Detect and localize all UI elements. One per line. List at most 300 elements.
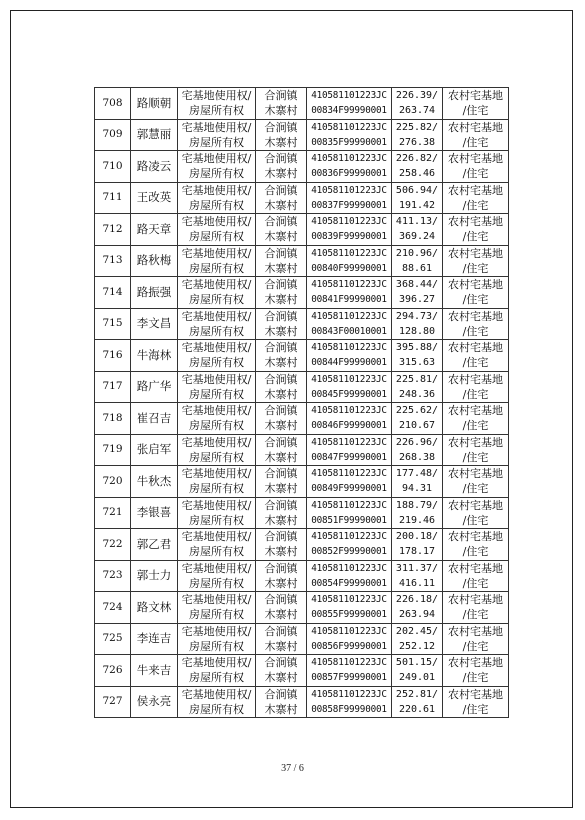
location-cell <box>256 623 307 655</box>
right-type-line: 宅基地使用权/ <box>181 372 252 386</box>
record-number-cell: 727 <box>95 686 131 718</box>
area-line: 178.17 <box>398 546 436 558</box>
parcel-code-line: 410581101223JC <box>311 562 387 574</box>
document-page <box>10 10 573 808</box>
area-cell <box>392 88 443 120</box>
location-cell <box>256 560 307 592</box>
land-use-cell <box>443 245 509 277</box>
area-line: 200.18/ <box>395 531 439 543</box>
area-line: 263.94 <box>398 609 436 621</box>
land-use-cell <box>443 119 509 151</box>
area-cell <box>392 592 443 624</box>
record-number-cell: 711 <box>95 182 131 214</box>
land-use-line: 农村宅基地 <box>448 89 503 103</box>
parcel-code-line: 00844F99990001 <box>311 357 387 369</box>
land-use-line: 农村宅基地 <box>448 561 503 575</box>
location-line: 合涧镇 <box>264 530 298 544</box>
parcel-code-line: 410581101223JC <box>311 373 387 385</box>
right-type-line: 房屋所有权 <box>189 513 244 527</box>
area-line: 188.79/ <box>395 499 439 511</box>
location-line: 合涧镇 <box>264 404 298 418</box>
location-line: 木寨村 <box>264 356 298 370</box>
right-type-line: 宅基地使用权/ <box>181 183 252 197</box>
area-line: 368.44/ <box>395 279 439 291</box>
land-use-line: 农村宅基地 <box>448 309 503 323</box>
area-line: 225.62/ <box>395 405 439 417</box>
land-use-line: 农村宅基地 <box>448 656 503 670</box>
right-type-line: 宅基地使用权/ <box>181 656 252 670</box>
right-type-line: 宅基地使用权/ <box>181 278 252 292</box>
location-line: 木寨村 <box>264 167 298 181</box>
record-number-cell: 725 <box>95 623 131 655</box>
location-line: 木寨村 <box>264 135 298 149</box>
land-use-line: /住宅 <box>462 324 489 338</box>
location-line: 合涧镇 <box>264 183 298 197</box>
parcel-code-cell <box>307 371 392 403</box>
land-use-cell <box>443 497 509 529</box>
area-cell <box>392 245 443 277</box>
area-line: 396.27 <box>398 294 436 306</box>
land-use-line: 农村宅基地 <box>448 530 503 544</box>
parcel-code-cell <box>307 277 392 309</box>
parcel-code-line: 00837F99990001 <box>311 199 387 211</box>
area-cell <box>392 151 443 183</box>
land-use-cell <box>443 151 509 183</box>
right-type-cell <box>178 214 256 246</box>
right-type-cell <box>178 592 256 624</box>
area-line: 219.46 <box>398 514 436 526</box>
location-line: 木寨村 <box>264 198 298 212</box>
land-use-line: /住宅 <box>462 293 489 307</box>
location-line: 木寨村 <box>264 482 298 496</box>
area-cell <box>392 655 443 687</box>
area-line: 191.42 <box>398 199 436 211</box>
area-line: 248.36 <box>398 388 436 400</box>
parcel-code-line: 00847F99990001 <box>311 451 387 463</box>
right-type-line: 房屋所有权 <box>189 639 244 653</box>
right-type-line: 宅基地使用权/ <box>181 309 252 323</box>
record-number-cell: 718 <box>95 403 131 435</box>
parcel-code-line: 410581101223JC <box>311 247 387 259</box>
area-line: 252.12 <box>398 640 436 652</box>
area-line: 506.94/ <box>395 184 439 196</box>
right-type-line: 房屋所有权 <box>189 608 244 622</box>
location-cell <box>256 497 307 529</box>
land-use-cell <box>443 340 509 372</box>
location-line: 木寨村 <box>264 419 298 433</box>
parcel-code-cell <box>307 655 392 687</box>
right-type-cell <box>178 277 256 309</box>
location-cell <box>256 277 307 309</box>
parcel-code-line: 410581101223JC <box>311 688 387 700</box>
right-type-cell <box>178 686 256 718</box>
owner-name-cell: 李银喜 <box>131 497 178 529</box>
parcel-code-cell <box>307 151 392 183</box>
table-row <box>95 245 509 277</box>
parcel-code-line: 410581101223JC <box>311 468 387 480</box>
right-type-line: 房屋所有权 <box>189 387 244 401</box>
record-number-cell: 719 <box>95 434 131 466</box>
area-cell <box>392 277 443 309</box>
land-use-line: 农村宅基地 <box>448 152 503 166</box>
record-number-cell: 708 <box>95 88 131 120</box>
location-line: 合涧镇 <box>264 278 298 292</box>
parcel-code-cell <box>307 403 392 435</box>
right-type-cell <box>178 119 256 151</box>
land-use-cell <box>443 182 509 214</box>
area-line: 395.88/ <box>395 342 439 354</box>
land-use-cell <box>443 214 509 246</box>
area-line: 276.38 <box>398 136 436 148</box>
land-use-cell <box>443 655 509 687</box>
right-type-line: 房屋所有权 <box>189 104 244 118</box>
right-type-line: 宅基地使用权/ <box>181 341 252 355</box>
record-number-cell: 716 <box>95 340 131 372</box>
parcel-code-line: 00849F99990001 <box>311 483 387 495</box>
land-use-line: /住宅 <box>462 261 489 275</box>
land-use-line: /住宅 <box>462 230 489 244</box>
parcel-code-line: 410581101223JC <box>311 405 387 417</box>
location-line: 木寨村 <box>264 639 298 653</box>
right-type-cell <box>178 340 256 372</box>
area-line: 311.37/ <box>395 562 439 574</box>
location-line: 合涧镇 <box>264 120 298 134</box>
location-line: 合涧镇 <box>264 687 298 701</box>
location-line: 木寨村 <box>264 450 298 464</box>
records-table-body <box>95 88 509 718</box>
location-line: 木寨村 <box>264 545 298 559</box>
parcel-code-line: 410581101223JC <box>311 121 387 133</box>
area-line: 210.96/ <box>395 247 439 259</box>
right-type-cell <box>178 151 256 183</box>
right-type-line: 房屋所有权 <box>189 230 244 244</box>
record-number-cell: 723 <box>95 560 131 592</box>
table-row <box>95 340 509 372</box>
parcel-code-cell <box>307 434 392 466</box>
owner-name-cell: 郭慧丽 <box>131 119 178 151</box>
table-row <box>95 277 509 309</box>
record-number-cell: 709 <box>95 119 131 151</box>
location-line: 合涧镇 <box>264 593 298 607</box>
land-use-line: /住宅 <box>462 450 489 464</box>
location-line: 木寨村 <box>264 293 298 307</box>
parcel-code-line: 00858F99990001 <box>311 703 387 715</box>
land-use-line: 农村宅基地 <box>448 435 503 449</box>
area-line: 416.11 <box>398 577 436 589</box>
owner-name-cell: 李文昌 <box>131 308 178 340</box>
owner-name-cell: 侯永亮 <box>131 686 178 718</box>
location-line: 木寨村 <box>264 230 298 244</box>
right-type-cell <box>178 560 256 592</box>
right-type-line: 宅基地使用权/ <box>181 435 252 449</box>
table-row <box>95 214 509 246</box>
location-cell <box>256 403 307 435</box>
area-line: 226.39/ <box>395 90 439 102</box>
land-use-line: 农村宅基地 <box>448 278 503 292</box>
parcel-code-line: 410581101223JC <box>311 90 387 102</box>
records-table <box>94 87 509 718</box>
area-line: 263.74 <box>398 105 436 117</box>
location-line: 木寨村 <box>264 387 298 401</box>
parcel-code-line: 00836F99990001 <box>311 168 387 180</box>
table-row <box>95 560 509 592</box>
location-cell <box>256 340 307 372</box>
record-number-cell: 715 <box>95 308 131 340</box>
area-line: 220.61 <box>398 703 436 715</box>
land-use-line: /住宅 <box>462 513 489 527</box>
parcel-code-line: 410581101223JC <box>311 625 387 637</box>
parcel-code-line: 410581101223JC <box>311 657 387 669</box>
parcel-code-line: 00851F99990001 <box>311 514 387 526</box>
parcel-code-line: 410581101223JC <box>311 594 387 606</box>
area-line: 249.01 <box>398 672 436 684</box>
area-cell <box>392 529 443 561</box>
area-line: 202.45/ <box>395 625 439 637</box>
table-row <box>95 434 509 466</box>
land-use-line: /住宅 <box>462 482 489 496</box>
land-use-cell <box>443 277 509 309</box>
area-cell <box>392 119 443 151</box>
right-type-line: 宅基地使用权/ <box>181 467 252 481</box>
table-row <box>95 497 509 529</box>
table-row <box>95 592 509 624</box>
parcel-code-cell <box>307 88 392 120</box>
record-number-cell: 721 <box>95 497 131 529</box>
right-type-line: 房屋所有权 <box>189 482 244 496</box>
land-use-line: /住宅 <box>462 639 489 653</box>
record-number-cell: 726 <box>95 655 131 687</box>
land-use-line: 农村宅基地 <box>448 341 503 355</box>
parcel-code-line: 410581101223JC <box>311 279 387 291</box>
location-line: 合涧镇 <box>264 467 298 481</box>
land-use-line: /住宅 <box>462 167 489 181</box>
location-line: 木寨村 <box>264 576 298 590</box>
location-line: 合涧镇 <box>264 435 298 449</box>
parcel-code-line: 00857F99990001 <box>311 672 387 684</box>
area-cell <box>392 466 443 498</box>
right-type-line: 宅基地使用权/ <box>181 120 252 134</box>
parcel-code-line: 00835F99990001 <box>311 136 387 148</box>
location-line: 合涧镇 <box>264 561 298 575</box>
location-cell <box>256 466 307 498</box>
area-line: 226.18/ <box>395 594 439 606</box>
land-use-cell <box>443 592 509 624</box>
right-type-line: 宅基地使用权/ <box>181 404 252 418</box>
owner-name-cell: 王改英 <box>131 182 178 214</box>
parcel-code-line: 410581101223JC <box>311 310 387 322</box>
parcel-code-line: 00845F99990001 <box>311 388 387 400</box>
owner-name-cell: 牛秋杰 <box>131 466 178 498</box>
right-type-cell <box>178 308 256 340</box>
land-use-cell <box>443 466 509 498</box>
right-type-line: 房屋所有权 <box>189 702 244 716</box>
right-type-line: 房屋所有权 <box>189 450 244 464</box>
area-cell <box>392 214 443 246</box>
location-line: 合涧镇 <box>264 89 298 103</box>
right-type-line: 房屋所有权 <box>189 167 244 181</box>
parcel-code-cell <box>307 497 392 529</box>
land-use-line: /住宅 <box>462 104 489 118</box>
right-type-line: 房屋所有权 <box>189 261 244 275</box>
area-line: 501.15/ <box>395 657 439 669</box>
land-use-line: 农村宅基地 <box>448 215 503 229</box>
parcel-code-line: 00852F99990001 <box>311 546 387 558</box>
record-number-cell: 710 <box>95 151 131 183</box>
land-use-line: /住宅 <box>462 419 489 433</box>
parcel-code-line: 00839F99990001 <box>311 231 387 243</box>
right-type-cell <box>178 623 256 655</box>
parcel-code-cell <box>307 214 392 246</box>
owner-name-cell: 郭士力 <box>131 560 178 592</box>
location-cell <box>256 214 307 246</box>
right-type-cell <box>178 529 256 561</box>
area-line: 225.82/ <box>395 121 439 133</box>
owner-name-cell: 路天章 <box>131 214 178 246</box>
area-line: 225.81/ <box>395 373 439 385</box>
table-row <box>95 151 509 183</box>
location-line: 木寨村 <box>264 513 298 527</box>
table-row <box>95 371 509 403</box>
location-line: 合涧镇 <box>264 309 298 323</box>
owner-name-cell: 路广华 <box>131 371 178 403</box>
right-type-line: 宅基地使用权/ <box>181 246 252 260</box>
right-type-line: 房屋所有权 <box>189 576 244 590</box>
location-cell <box>256 308 307 340</box>
area-cell <box>392 308 443 340</box>
area-cell <box>392 182 443 214</box>
location-cell <box>256 88 307 120</box>
right-type-line: 宅基地使用权/ <box>181 624 252 638</box>
area-cell <box>392 686 443 718</box>
right-type-line: 房屋所有权 <box>189 324 244 338</box>
parcel-code-cell <box>307 466 392 498</box>
right-type-cell <box>178 182 256 214</box>
land-use-cell <box>443 308 509 340</box>
location-line: 木寨村 <box>264 671 298 685</box>
right-type-line: 房屋所有权 <box>189 135 244 149</box>
land-use-cell <box>443 623 509 655</box>
area-line: 294.73/ <box>395 310 439 322</box>
owner-name-cell: 路文林 <box>131 592 178 624</box>
owner-name-cell: 路顺朝 <box>131 88 178 120</box>
parcel-code-cell <box>307 623 392 655</box>
record-number-cell: 717 <box>95 371 131 403</box>
location-line: 合涧镇 <box>264 246 298 260</box>
area-cell <box>392 623 443 655</box>
land-use-line: /住宅 <box>462 356 489 370</box>
table-row <box>95 88 509 120</box>
area-line: 226.82/ <box>395 153 439 165</box>
parcel-code-line: 00846F99990001 <box>311 420 387 432</box>
location-line: 合涧镇 <box>264 215 298 229</box>
right-type-line: 宅基地使用权/ <box>181 561 252 575</box>
location-line: 合涧镇 <box>264 656 298 670</box>
parcel-code-line: 410581101223JC <box>311 184 387 196</box>
location-cell <box>256 592 307 624</box>
right-type-cell <box>178 466 256 498</box>
owner-name-cell: 路振强 <box>131 277 178 309</box>
table-row <box>95 655 509 687</box>
parcel-code-cell <box>307 686 392 718</box>
right-type-cell <box>178 434 256 466</box>
location-cell <box>256 151 307 183</box>
land-use-cell <box>443 371 509 403</box>
owner-name-cell: 崔召吉 <box>131 403 178 435</box>
land-use-cell <box>443 88 509 120</box>
land-use-line: 农村宅基地 <box>448 593 503 607</box>
land-use-cell <box>443 560 509 592</box>
location-cell <box>256 119 307 151</box>
location-cell <box>256 371 307 403</box>
owner-name-cell: 李连吉 <box>131 623 178 655</box>
table-row <box>95 529 509 561</box>
parcel-code-line: 00841F99990001 <box>311 294 387 306</box>
record-number-cell: 713 <box>95 245 131 277</box>
record-number-cell: 714 <box>95 277 131 309</box>
parcel-code-cell <box>307 340 392 372</box>
right-type-cell <box>178 655 256 687</box>
location-line: 合涧镇 <box>264 624 298 638</box>
location-cell <box>256 529 307 561</box>
parcel-code-line: 00840F99990001 <box>311 262 387 274</box>
right-type-line: 房屋所有权 <box>189 356 244 370</box>
area-line: 369.24 <box>398 231 436 243</box>
right-type-cell <box>178 371 256 403</box>
parcel-code-cell <box>307 529 392 561</box>
location-cell <box>256 434 307 466</box>
land-use-line: /住宅 <box>462 702 489 716</box>
right-type-cell <box>178 88 256 120</box>
parcel-code-line: 00843F00010001 <box>311 325 387 337</box>
location-line: 木寨村 <box>264 324 298 338</box>
record-number-cell: 720 <box>95 466 131 498</box>
land-use-cell <box>443 403 509 435</box>
parcel-code-line: 00834F99990001 <box>311 105 387 117</box>
parcel-code-cell <box>307 592 392 624</box>
land-use-line: 农村宅基地 <box>448 372 503 386</box>
land-use-cell <box>443 434 509 466</box>
location-line: 合涧镇 <box>264 498 298 512</box>
right-type-line: 宅基地使用权/ <box>181 89 252 103</box>
parcel-code-line: 410581101223JC <box>311 216 387 228</box>
table-row <box>95 119 509 151</box>
record-number-cell: 712 <box>95 214 131 246</box>
area-line: 177.48/ <box>395 468 439 480</box>
right-type-line: 宅基地使用权/ <box>181 152 252 166</box>
right-type-line: 房屋所有权 <box>189 545 244 559</box>
area-cell <box>392 434 443 466</box>
land-use-line: /住宅 <box>462 608 489 622</box>
area-line: 94.31 <box>401 483 433 495</box>
page-number: 37 / 6 <box>281 763 304 774</box>
land-use-line: 农村宅基地 <box>448 624 503 638</box>
area-line: 226.96/ <box>395 436 439 448</box>
land-use-line: /住宅 <box>462 545 489 559</box>
owner-name-cell: 张启军 <box>131 434 178 466</box>
table-row <box>95 686 509 718</box>
location-cell <box>256 182 307 214</box>
right-type-cell <box>178 497 256 529</box>
owner-name-cell: 路秋梅 <box>131 245 178 277</box>
table-row <box>95 182 509 214</box>
land-use-line: /住宅 <box>462 198 489 212</box>
parcel-code-line: 410581101223JC <box>311 531 387 543</box>
land-use-line: /住宅 <box>462 135 489 149</box>
parcel-code-line: 410581101223JC <box>311 342 387 354</box>
area-line: 258.46 <box>398 168 436 180</box>
land-use-line: 农村宅基地 <box>448 687 503 701</box>
land-use-line: 农村宅基地 <box>448 120 503 134</box>
